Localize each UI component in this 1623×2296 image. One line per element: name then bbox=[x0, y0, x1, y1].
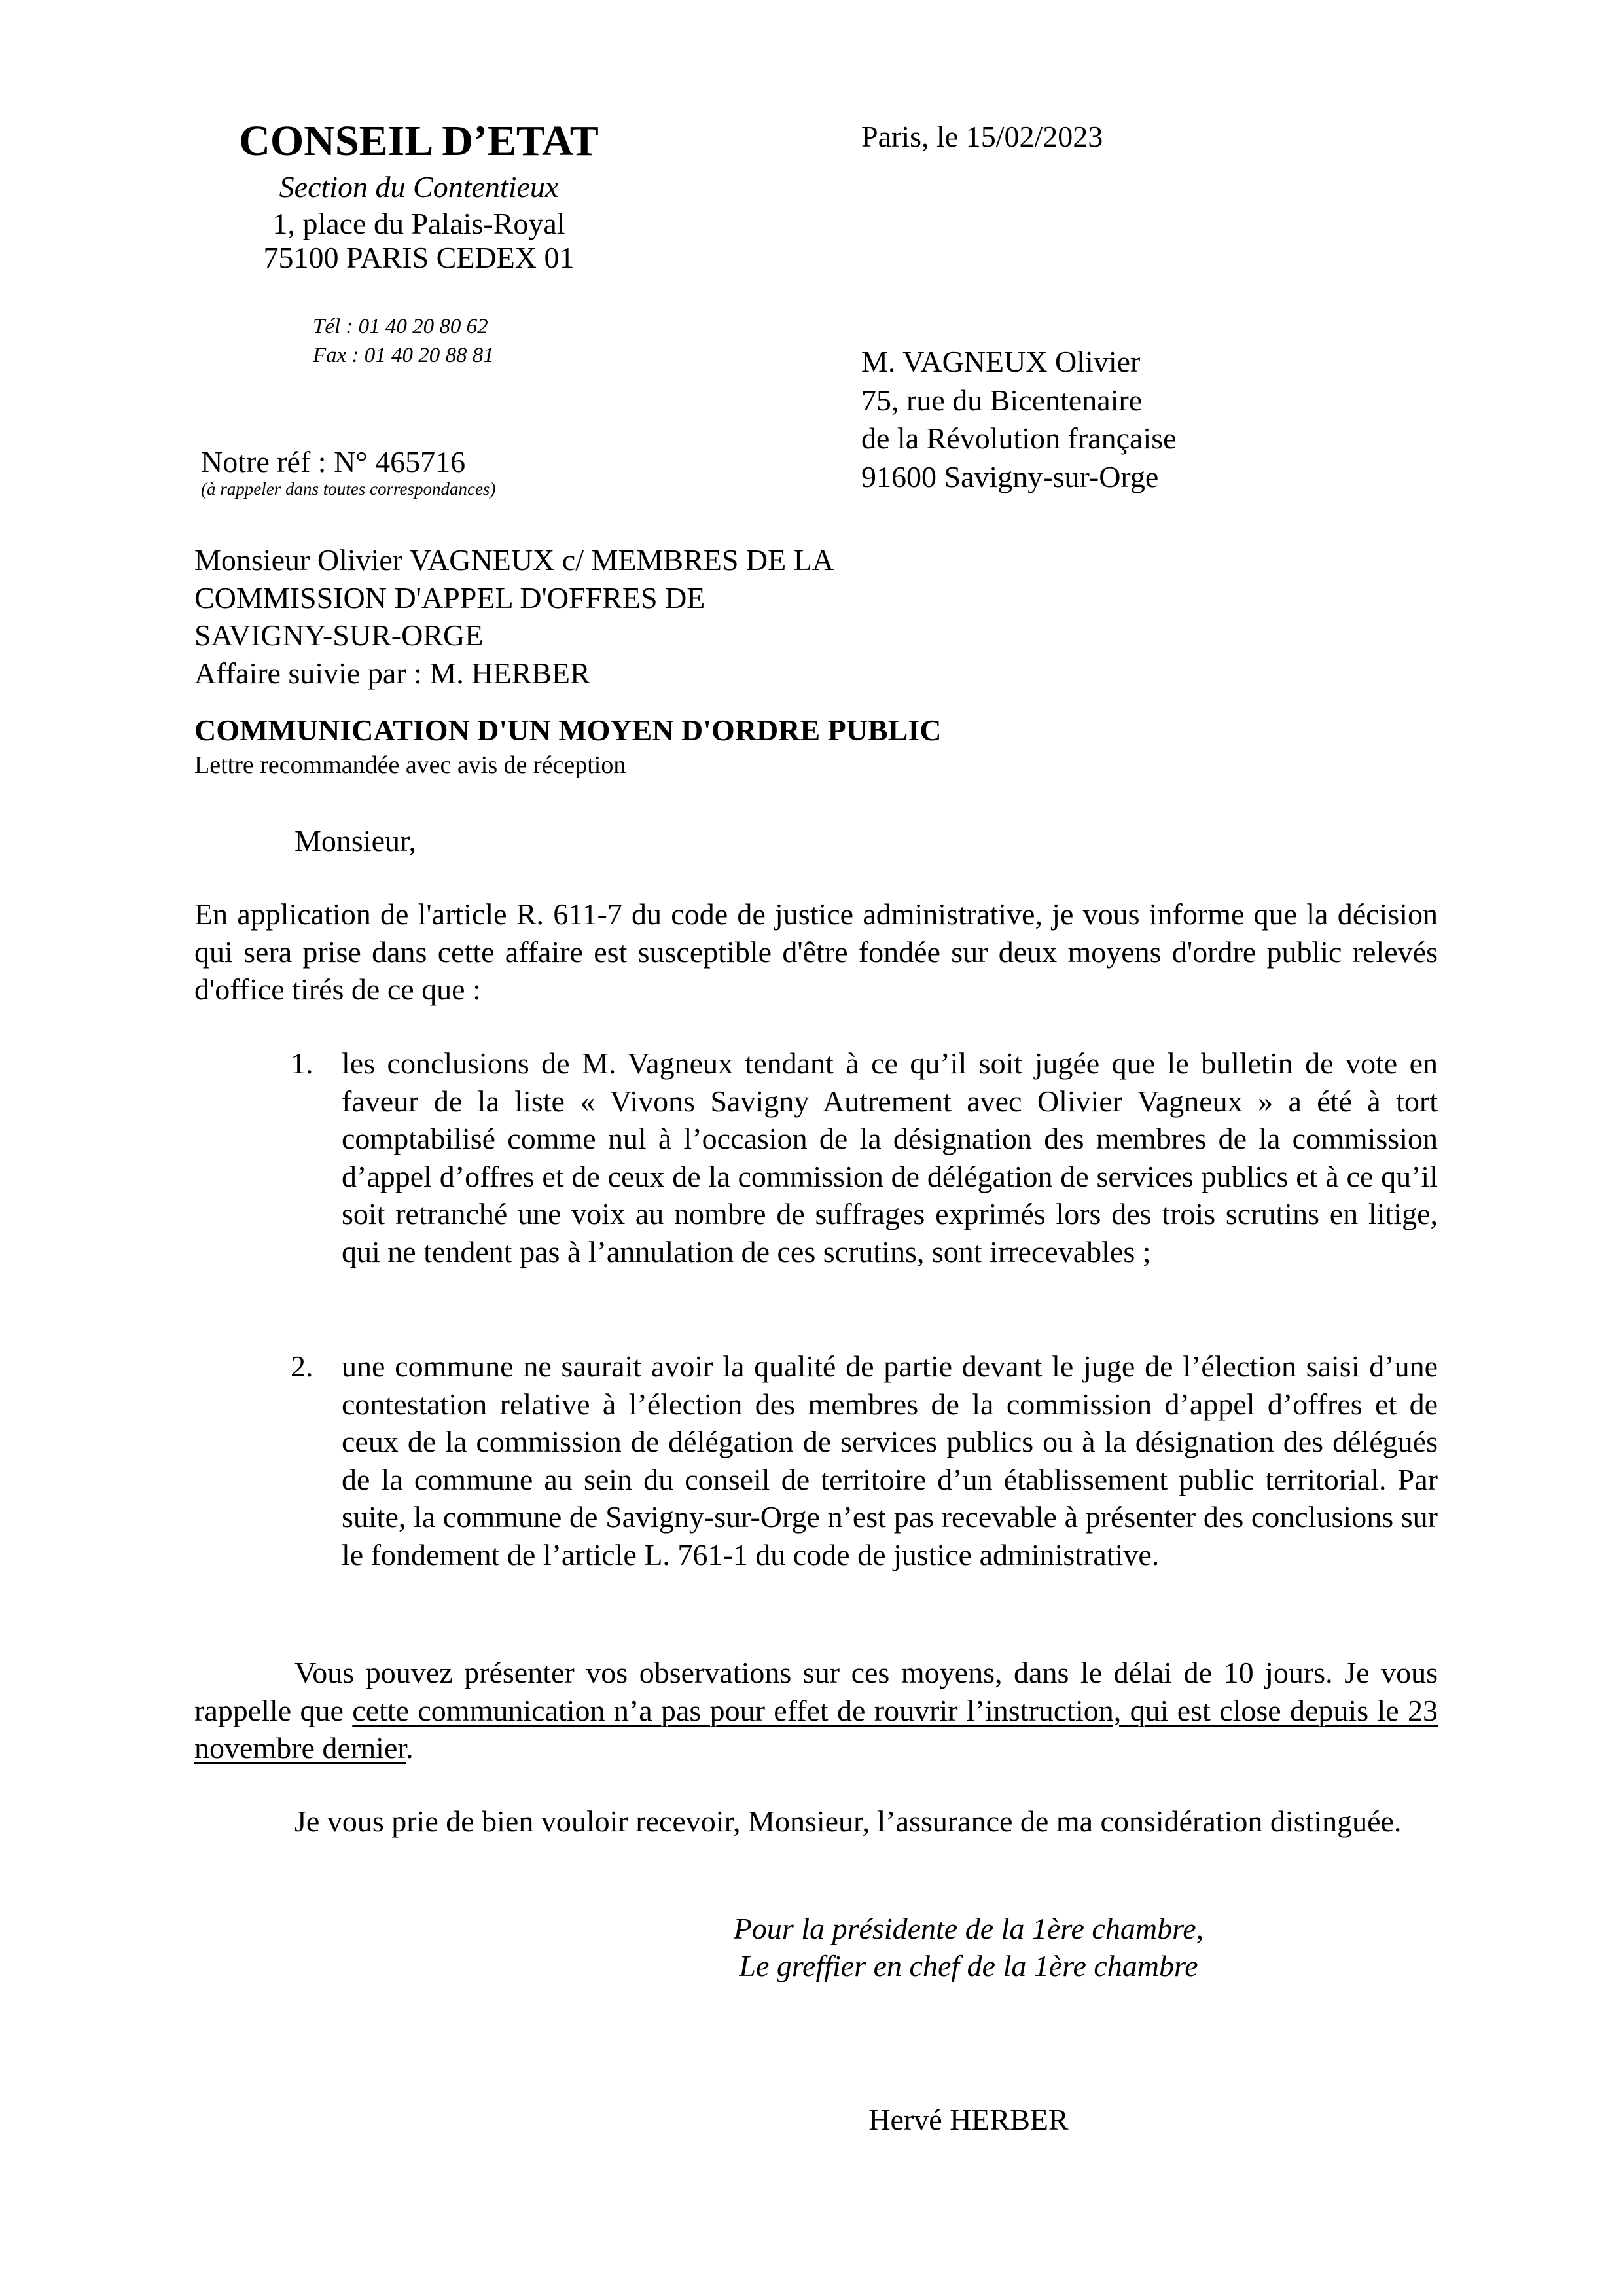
org-address-line1: 1, place du Palais-Royal bbox=[272, 207, 565, 240]
org-address-line2: 75100 PARIS CEDEX 01 bbox=[263, 241, 575, 274]
subject-subtitle: Lettre recommandée avec avis de réception bbox=[194, 751, 626, 779]
case-block bbox=[194, 541, 834, 692]
recipient-line: M. VAGNEUX Olivier bbox=[861, 345, 1141, 378]
list-item-number: 1. bbox=[291, 1047, 313, 1080]
signature-block bbox=[681, 1910, 1257, 1984]
list-item-number: 2. bbox=[291, 1350, 313, 1383]
org-section: Section du Contentieux bbox=[279, 170, 559, 204]
signature-line: Pour la présidente de la 1ère chambre, bbox=[733, 1912, 1204, 1945]
reference-note: (à rappeler dans toutes correspondances) bbox=[201, 479, 496, 499]
case-line: Affaire suivie par : M. HERBER bbox=[194, 656, 590, 690]
org-telephone: Tél : 01 40 20 80 62 bbox=[313, 315, 488, 338]
list-item bbox=[288, 1045, 1438, 1270]
case-line: COMMISSION D'APPEL D'OFFRES DE bbox=[194, 581, 705, 615]
signature-line: Le greffier en chef de la 1ère chambre bbox=[739, 1949, 1198, 1982]
recipient-line: de la Révolution française bbox=[861, 422, 1177, 455]
case-line: SAVIGNY-SUR-ORGE bbox=[194, 619, 484, 652]
closing-paragraph: Je vous prie de bien vouloir recevoir, Monsieur, l’assurance de ma considération distinguée. bbox=[294, 1804, 1402, 1838]
list-item-text: une commune ne saurait avoir la qualité de partie devant le juge de l’élection saisi d’une contestation relative à l’élection des membres de la commission d’appel d’offres et de ceux de la commission de délégation de services publics ou à la désignation des délégués de la commune au sein du conseil de territoire d’un établissement public territorial. Par suite, la commune de Savigny-sur-Orge n’est pas recevable à présenter des conclusions sur le fondement de l’article L. 761-1 du code de justice administrative. bbox=[342, 1350, 1438, 1571]
salutation: Monsieur, bbox=[294, 824, 416, 857]
list-item-text: les conclusions de M. Vagneux tendant à ce qu’il soit jugée que le bulletin de vote en faveur de la liste « Vivons Savigny Autrement avec Olivier Vagneux » a été à tort comptabilisé comme nul à l’occasion de la désignation des membres de la commission d’appel d’offres et de ceux de la commission de délégation de services publics et à ce qu’il soit retranché une voix au nombre de suffrages exprimés lors des trois scrutins en litige, qui ne tendent pas à l’annulation de ces scrutins, sont irrecevables ; bbox=[342, 1047, 1438, 1268]
recipient-line: 75, rue du Bicentenaire bbox=[861, 383, 1143, 417]
org-title: CONSEIL D’ETAT bbox=[239, 117, 599, 165]
recipient-address bbox=[861, 343, 1177, 496]
observations-paragraph bbox=[194, 1654, 1438, 1767]
intro-paragraph: En application de l'article R. 611-7 du code de justice administrative, je vous informe que la décision qui sera prise dans cette affaire est susceptible d'être fondée sur deux moyens d'ordre public relevés d'office tirés de ce que : bbox=[194, 897, 1438, 1006]
list-item bbox=[288, 1348, 1438, 1573]
observations-end: . bbox=[406, 1731, 414, 1765]
reference-number: Notre réf : N° 465716 bbox=[201, 445, 466, 478]
org-fax: Fax : 01 40 20 88 81 bbox=[313, 344, 494, 367]
observations-text: Vous pouvez présenter vos observations sur ces moyens, dans le délai de 10 jours. Je vous rappelle que bbox=[194, 1656, 1438, 1727]
date-line: Paris, le 15/02/2023 bbox=[861, 120, 1103, 153]
subject-title: COMMUNICATION D'UN MOYEN D'ORDRE PUBLIC bbox=[194, 713, 942, 747]
recipient-line: 91600 Savigny-sur-Orge bbox=[861, 459, 1159, 493]
case-line: Monsieur Olivier VAGNEUX c/ MEMBRES DE LA bbox=[194, 543, 834, 577]
signatory-name: Hervé HERBER bbox=[868, 2103, 1069, 2136]
observations-underlined-text: cette communication n’a pas pour effet de rouvrir l’instruction, qui est close depuis le 23 novembre dernier bbox=[194, 1693, 1438, 1765]
